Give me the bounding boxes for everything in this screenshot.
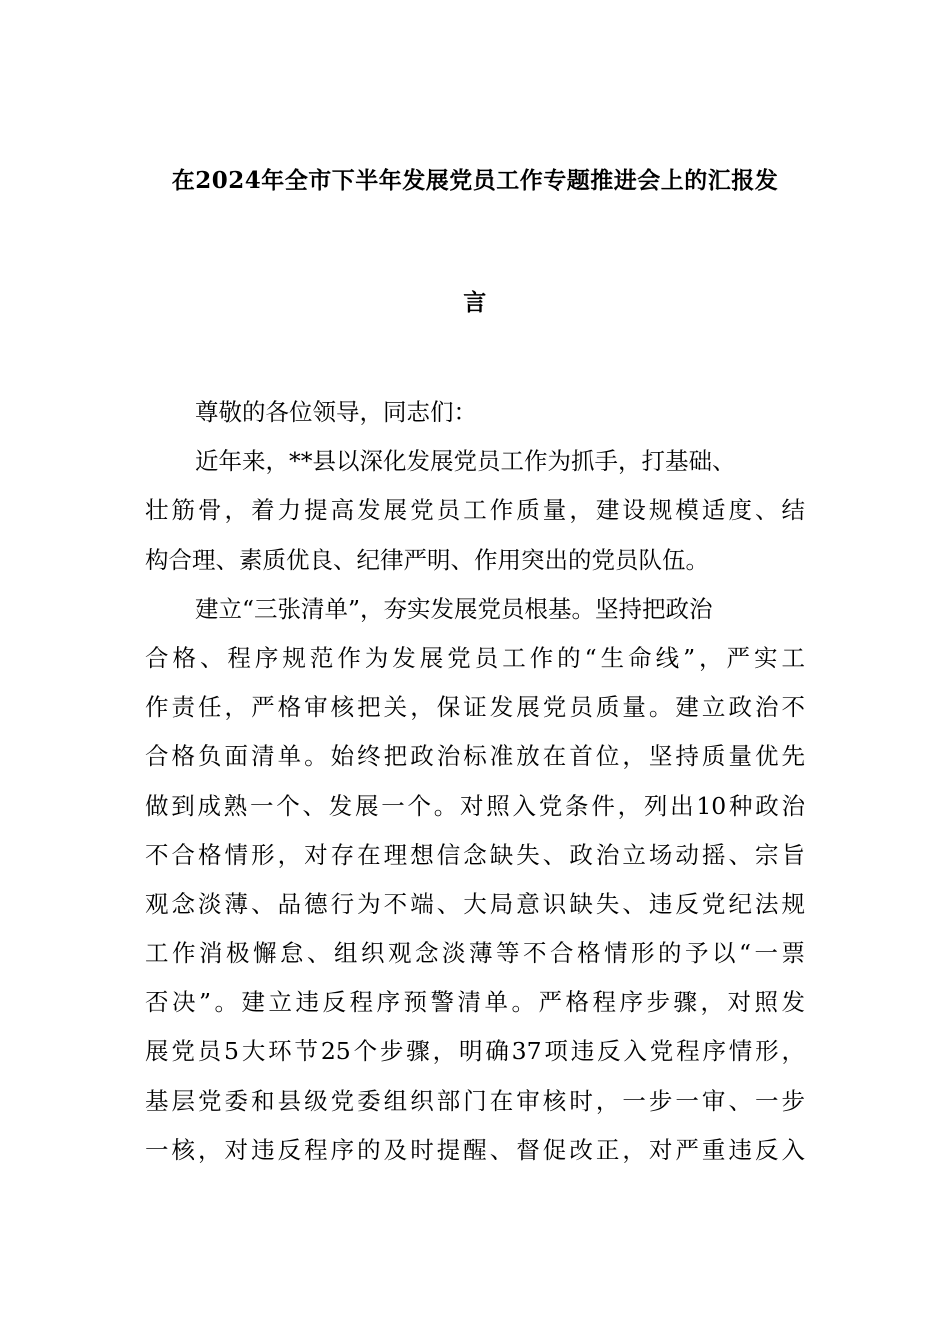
body-line: 工作消极懈怠、组织观念淡薄等不合格情形的予以“一票: [145, 939, 805, 968]
body-line: 建立“三张清单”，夯实发展党员根基。坚持把政治: [195, 594, 713, 623]
body-line: 做到成熟一个、发展一个。对照入党条件，列出10种政治: [145, 791, 805, 820]
body-line: 观念淡薄、品德行为不端、大局意识缺失、违反党纪法规: [145, 889, 805, 918]
body-line: 近年来，**县以深化发展党员工作为抓手，打基础、: [195, 447, 736, 476]
body-line: 合格负面清单。始终把政治标准放在首位，坚持质量优先: [145, 742, 805, 771]
body-line: 构合理、素质优良、纪律严明、作用突出的党员队伍。: [145, 545, 709, 574]
body-line: 不合格情形，对存在理想信念缺失、政治立场动摇、宗旨: [145, 840, 805, 869]
body-line: 壮筋骨，着力提高发展党员工作质量，建设规模适度、结: [145, 496, 805, 525]
document-body: [145, 394, 805, 1181]
body-line: 基层党委和县级党委组织部门在审核时，一步一审、一步: [145, 1086, 805, 1115]
body-line: 合格、程序规范作为发展党员工作的“生命线”，严实工: [145, 643, 805, 672]
body-line: 展党员5大环节25个步骤，明确37项违反入党程序情形，: [145, 1037, 805, 1066]
body-line: 作责任，严格审核把关，保证发展党员质量。建立政治不: [145, 693, 805, 722]
body-line: 一核，对违反程序的及时提醒、督促改正，对严重违反入: [145, 1135, 805, 1164]
body-line: 否决”。建立违反程序预警清单。严格程序步骤，对照发: [145, 988, 805, 1017]
salutation: 尊敬的各位领导，同志们：: [195, 398, 477, 426]
document-title-line-1: 在2024年全市下半年发展党员工作专题推进会上的汇报发: [171, 167, 779, 194]
document-title-line-2: 言: [463, 289, 487, 316]
